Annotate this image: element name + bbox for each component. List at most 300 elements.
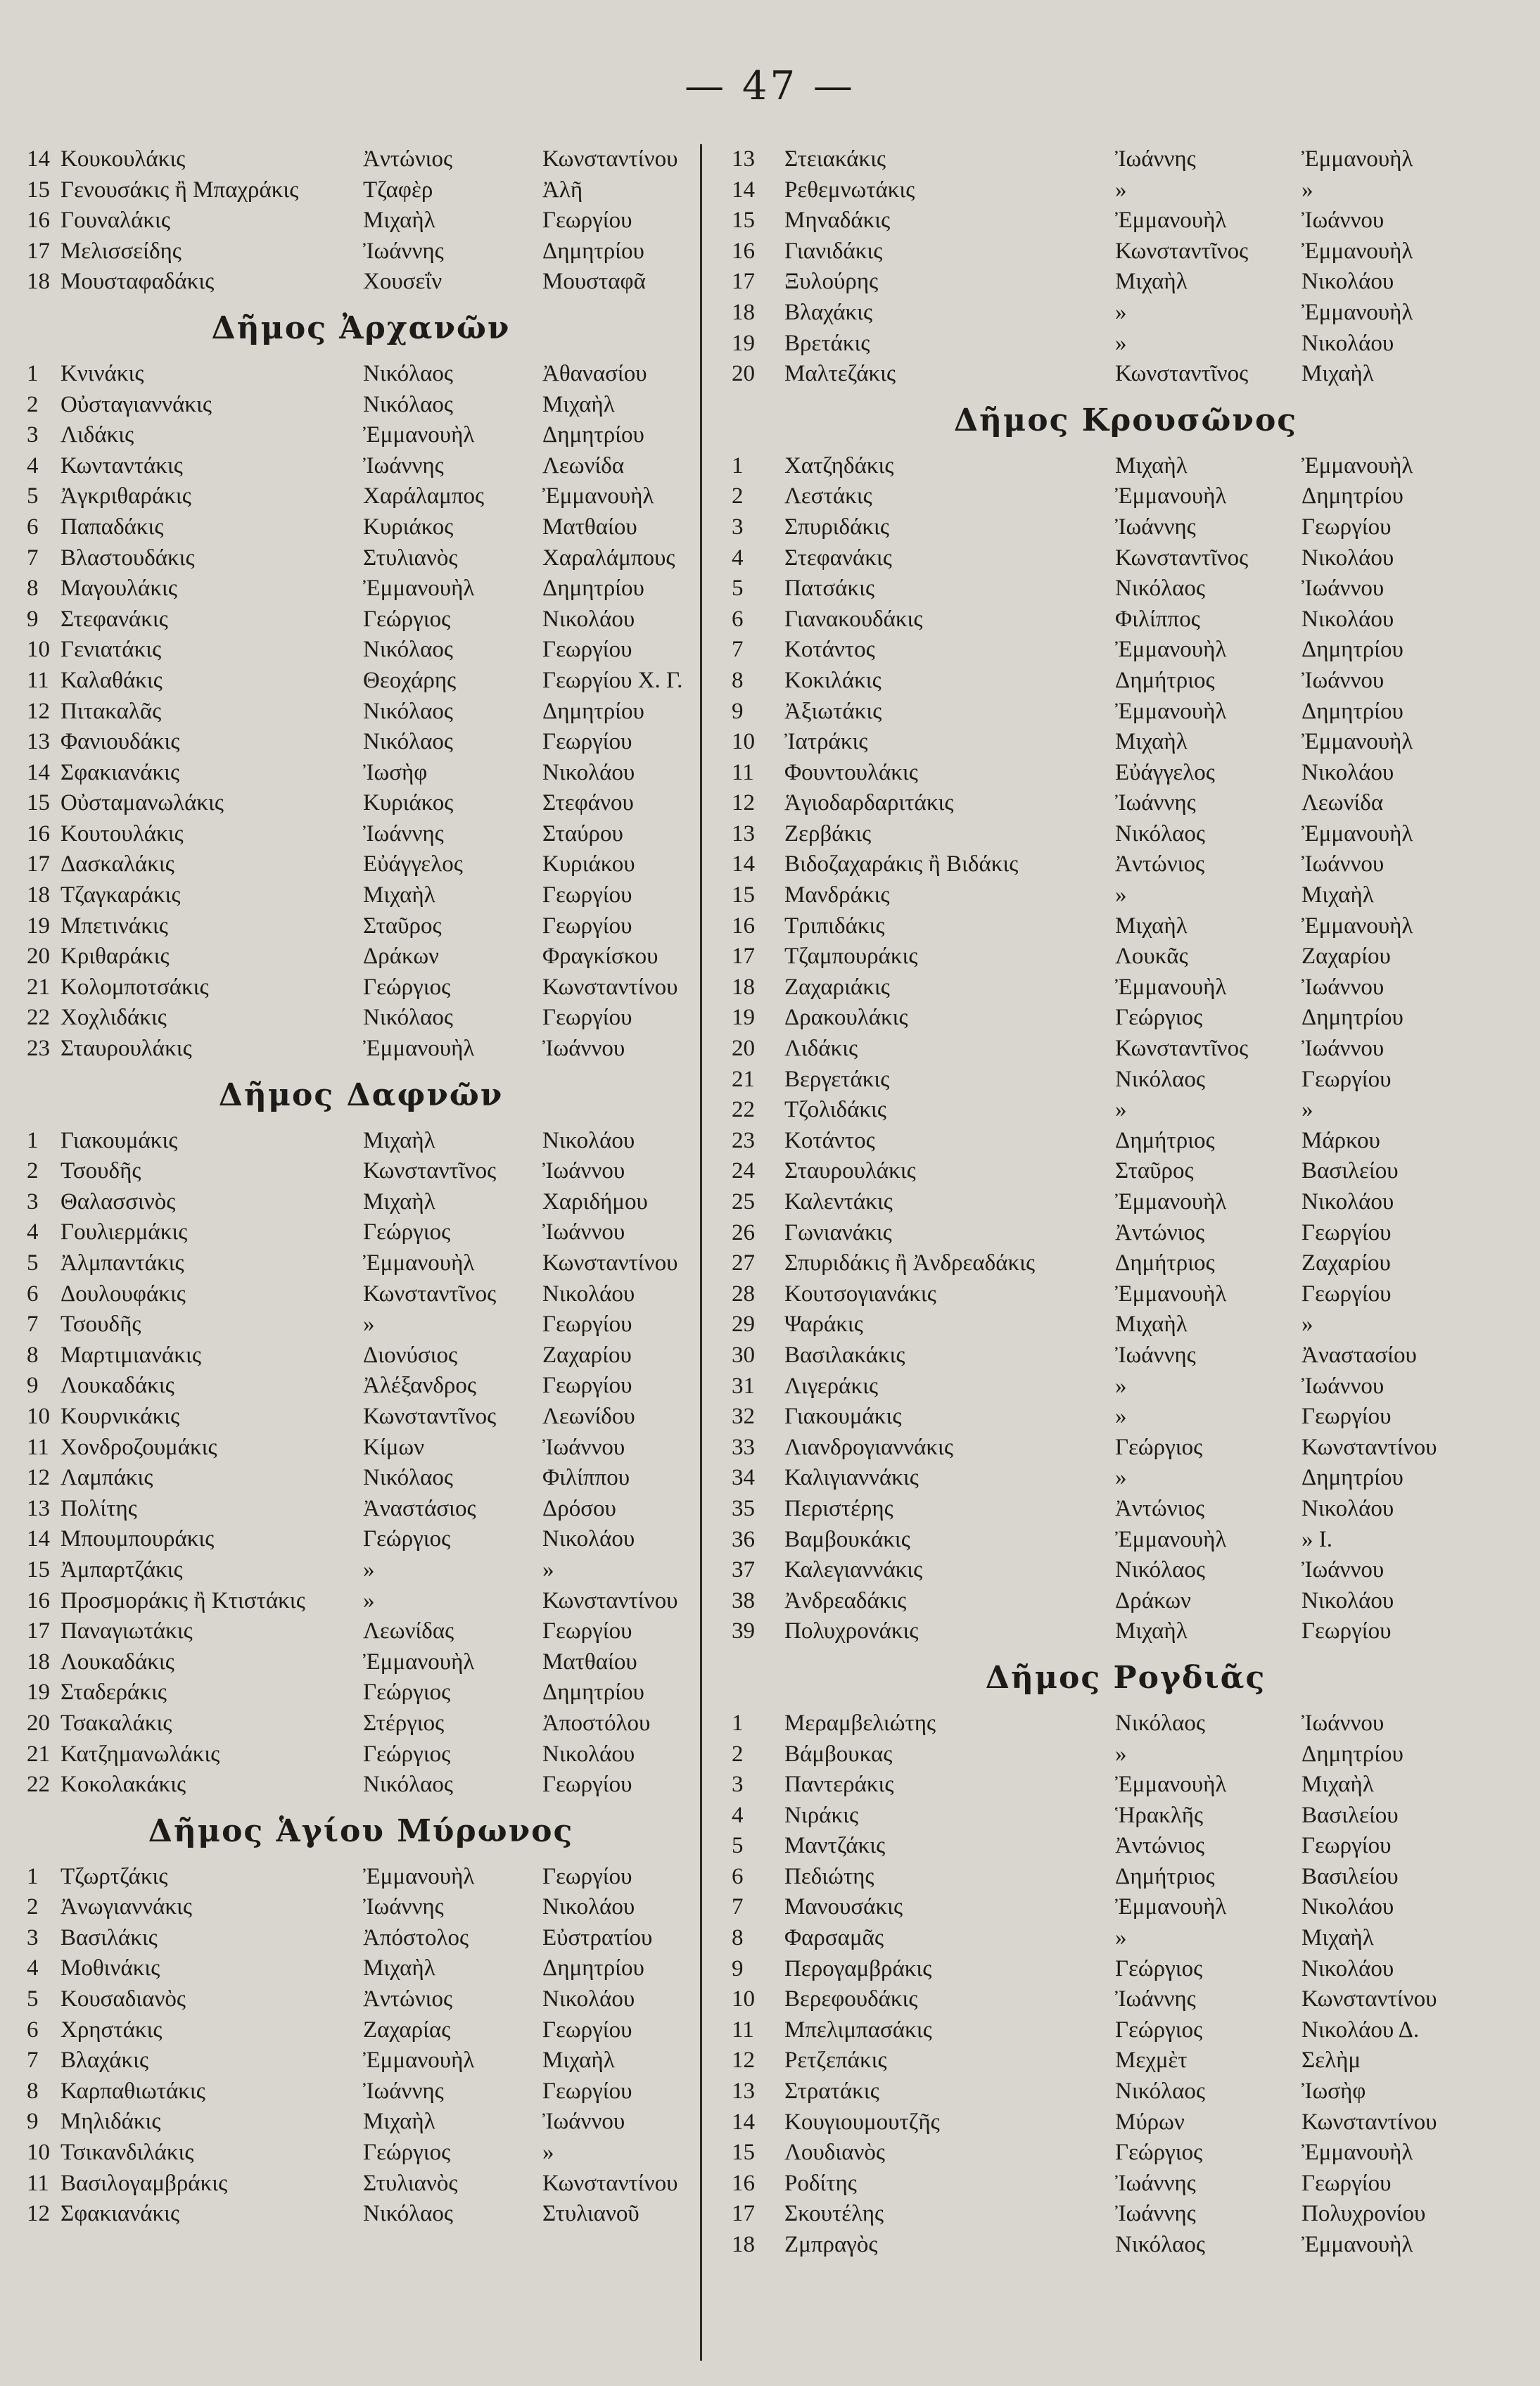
- entry-number: 7: [732, 637, 744, 663]
- first-name: Ἐμμανουὴλ: [1115, 1281, 1227, 1307]
- entry-number: 15: [732, 2140, 755, 2166]
- first-name: Μιχαὴλ: [1115, 269, 1188, 295]
- list-row: [732, 205, 1520, 236]
- first-name: Στέργιος: [363, 1710, 445, 1736]
- surname: Καλαθάκις: [61, 667, 163, 693]
- father-name: Σελὴμ: [1302, 2048, 1361, 2074]
- first-name: Σταῦρος: [1115, 1158, 1194, 1184]
- entry-number: 5: [732, 576, 744, 602]
- surname: Μαγουλάκις: [61, 576, 177, 602]
- entry-number: 2: [732, 483, 744, 509]
- entry-number: 38: [732, 1587, 755, 1613]
- entry-number: 18: [27, 1649, 50, 1675]
- surname: Καρπαθιωτάκις: [61, 2078, 205, 2104]
- father-name: Νικολάου: [1302, 330, 1394, 356]
- list-row: [27, 2107, 695, 2138]
- first-name: »: [363, 1556, 375, 1582]
- list-row: [27, 941, 695, 972]
- surname: Καλεγιαννάκις: [784, 1557, 923, 1583]
- surname: Πεδιώτης: [784, 1863, 874, 1889]
- first-name: Ἐμμανουὴλ: [363, 576, 475, 602]
- father-name: Γεωργίου: [1302, 1219, 1392, 1245]
- surname: Ἀμπαρτζάκις: [61, 1556, 183, 1582]
- first-name: Ἰωάννης: [1115, 2170, 1196, 2196]
- entry-number: 2: [27, 1894, 39, 1920]
- list-row: [27, 420, 695, 451]
- list-row: [27, 481, 695, 512]
- first-name: »: [1115, 330, 1127, 356]
- entry-number: 17: [732, 2201, 755, 2227]
- father-name: Ἀποστόλου: [542, 1710, 651, 1736]
- surname: Βλαστουδάκις: [61, 545, 195, 571]
- father-name: Δημητρίου: [1302, 1005, 1404, 1031]
- surname: Γουναλάκις: [61, 208, 170, 234]
- surname: Κνινάκις: [61, 360, 144, 386]
- list-row: [27, 1677, 695, 1708]
- first-name: Νικόλαος: [1115, 1557, 1205, 1583]
- entry-number: 29: [732, 1312, 755, 1338]
- surname: Γενιατάκις: [61, 637, 162, 663]
- father-name: »: [1302, 1312, 1313, 1338]
- father-name: Νικολάου: [542, 1127, 635, 1153]
- entry-number: 30: [732, 1342, 755, 1368]
- first-name: Ἐμμανουὴλ: [1115, 637, 1227, 663]
- father-name: Μιχαὴλ: [1302, 1772, 1374, 1798]
- list-row: [732, 2199, 1520, 2230]
- surname: Λουδιανὸς: [784, 2140, 885, 2166]
- surname: Ἰατράκις: [784, 729, 868, 755]
- father-name: Ἰωάννου: [1302, 1557, 1385, 1583]
- first-name: Μιχαὴλ: [1115, 913, 1188, 939]
- entry-number: 9: [732, 1955, 744, 1981]
- list-row: [27, 359, 695, 390]
- first-name: Ἰωάννης: [363, 238, 444, 264]
- surname: Κριθαράκις: [61, 944, 170, 970]
- entry-number: 2: [732, 1741, 744, 1767]
- first-name: Μεχμὲτ: [1115, 2048, 1188, 2074]
- list-row: [732, 1525, 1520, 1556]
- father-name: Ἰωάννου: [1302, 1373, 1385, 1399]
- first-name: Ἰωάννης: [1115, 1986, 1196, 2012]
- first-name: Νικόλαος: [1115, 2232, 1205, 2257]
- first-name: Ἐμμανουὴλ: [363, 1036, 475, 1062]
- entry-number: 18: [27, 882, 50, 908]
- surname: Δρακουλάκις: [784, 1005, 908, 1031]
- father-name: Ἀλῆ: [542, 177, 583, 203]
- list-row: [732, 543, 1520, 574]
- entry-number: 12: [732, 790, 755, 816]
- father-name: Ἰωάννου: [1302, 1710, 1385, 1736]
- first-name: Ἰωάννης: [1115, 514, 1196, 540]
- entry-number: 2: [27, 1158, 39, 1184]
- list-row: [27, 604, 695, 635]
- first-name: Εὐάγγελος: [1115, 759, 1215, 785]
- surname: Μοθινάκις: [61, 1955, 160, 1981]
- section-title: Δῆμος Δαφνῶν: [218, 1077, 504, 1113]
- father-name: Νικολάου: [542, 1894, 635, 1920]
- surname: Μπελιμπασάκις: [784, 2017, 932, 2043]
- surname: Πολυχρονάκις: [784, 1618, 919, 1644]
- first-name: Νικόλαος: [1115, 2079, 1205, 2105]
- surname: Βερεφουδάκις: [784, 1986, 918, 2012]
- surname: Χοχλιδάκις: [61, 1005, 167, 1031]
- list-row: [732, 788, 1520, 819]
- entry-number: 4: [27, 452, 39, 478]
- first-name: Νικόλαος: [363, 1005, 453, 1031]
- list-row: [27, 236, 695, 267]
- entry-number: 27: [732, 1250, 755, 1276]
- father-name: Γεωργίου: [542, 729, 632, 755]
- surname: Γωνιανάκις: [784, 1219, 892, 1245]
- first-name: Μιχαὴλ: [1115, 1312, 1188, 1338]
- first-name: »: [1115, 1925, 1127, 1951]
- entry-number: 15: [27, 177, 50, 203]
- list-row: [27, 2076, 695, 2107]
- father-name: Νικολάου: [1302, 1587, 1394, 1613]
- father-name: Πολυχρονίου: [1302, 2201, 1426, 2227]
- first-name: Ἀλέξανδρος: [363, 1373, 476, 1399]
- first-name: Στυλιανὸς: [363, 545, 458, 571]
- surname: Περογαμβράκις: [784, 1955, 932, 1981]
- entry-number: 13: [732, 146, 755, 172]
- surname: Τσουδῆς: [61, 1158, 141, 1184]
- first-name: Χαράλαμπος: [363, 483, 485, 509]
- entry-number: 4: [27, 1219, 39, 1245]
- surname: Δουλουφάκις: [61, 1281, 186, 1307]
- list-row: [732, 1371, 1520, 1402]
- father-name: Βασιλείου: [1302, 1158, 1399, 1184]
- list-row: [732, 298, 1520, 329]
- list-row: [732, 481, 1520, 512]
- entry-number: 1: [732, 452, 744, 478]
- father-name: Εὐστρατίου: [542, 1924, 653, 1950]
- list-row: [27, 144, 695, 175]
- father-name: Γεωργίου: [542, 208, 632, 234]
- surname: Κοτάντος: [784, 637, 875, 663]
- list-row: [27, 788, 695, 819]
- entry-number: 14: [27, 1526, 50, 1552]
- entry-number: 6: [27, 2017, 39, 2043]
- father-name: Κωνσταντίνου: [542, 974, 678, 1000]
- surname: Ἀγκριθαράκις: [61, 483, 191, 509]
- surname: Κολομποτσάκις: [61, 974, 209, 1000]
- entry-number: 19: [27, 1680, 50, 1706]
- surname: Λαμπάκις: [61, 1465, 153, 1491]
- surname: Λιανδρογιαννάκις: [784, 1434, 953, 1460]
- list-row: [27, 2045, 695, 2076]
- surname: Τζαγκαράκις: [61, 882, 181, 908]
- father-name: Νικολάου: [542, 1986, 635, 2012]
- surname: Βεργετάκις: [784, 1066, 890, 1092]
- father-name: Λεωνίδα: [1302, 790, 1384, 816]
- list-row: [732, 1279, 1520, 1310]
- surname: Μανδράκις: [784, 882, 890, 908]
- list-row: [27, 1708, 695, 1739]
- entry-number: 4: [732, 1802, 744, 1828]
- father-name: Μιχαὴλ: [1302, 882, 1374, 908]
- entry-number: 15: [732, 882, 755, 908]
- list-row: [732, 2138, 1520, 2169]
- father-name: Γεωργίου: [542, 1618, 632, 1644]
- entry-number: 10: [732, 1986, 755, 2012]
- surname: Τριπιδάκις: [784, 913, 885, 939]
- father-name: Δρόσου: [542, 1495, 616, 1521]
- surname: Κωνταντάκις: [61, 452, 183, 478]
- list-row: [27, 1003, 695, 1034]
- first-name: Μιχαὴλ: [363, 208, 435, 234]
- entry-number: 3: [732, 1772, 744, 1798]
- father-name: Νικολάου: [542, 759, 635, 785]
- column-divider: [700, 144, 702, 2361]
- father-name: Ἰωάννου: [542, 1158, 625, 1184]
- entry-number: 20: [732, 1036, 755, 1062]
- first-name: Μιχαὴλ: [363, 1955, 435, 1981]
- surname: Προσμοράκις ἢ Κτιστάκις: [61, 1587, 305, 1613]
- father-name: Ἰωάννου: [1302, 576, 1385, 602]
- section-title: Δῆμος Κρουσῶνος: [953, 402, 1298, 438]
- entry-number: 26: [732, 1219, 755, 1245]
- list-row: [27, 512, 695, 543]
- list-row: [27, 2199, 695, 2230]
- father-name: Φιλίππου: [542, 1465, 630, 1491]
- father-name: Νικολάου: [1302, 606, 1394, 632]
- father-name: Ἐμμανουὴλ: [1302, 238, 1413, 264]
- father-name: Ἰωάννου: [542, 1036, 625, 1062]
- list-row: [27, 1340, 695, 1371]
- entry-number: 18: [27, 269, 50, 295]
- entry-number: 8: [27, 2078, 39, 2104]
- list-row: [732, 144, 1520, 175]
- list-row: [27, 727, 695, 758]
- first-name: Νικόλαος: [1115, 820, 1205, 846]
- first-name: »: [1115, 1465, 1127, 1491]
- entry-number: 14: [732, 177, 755, 203]
- father-name: Ἰωάννου: [1302, 208, 1385, 234]
- first-name: Γεώργιος: [1115, 2017, 1203, 2043]
- surname: Σταδεράκις: [61, 1680, 167, 1706]
- first-name: Ἰωάννης: [1115, 2201, 1196, 2227]
- entry-number: 21: [27, 974, 50, 1000]
- first-name: »: [1115, 1097, 1127, 1123]
- first-name: Κωνσταντῖνος: [363, 1158, 497, 1184]
- first-name: Στυλιανὸς: [363, 2170, 458, 2196]
- surname: Σκουτέλης: [784, 2201, 884, 2227]
- entry-number: 1: [27, 360, 39, 386]
- list-row: [732, 2169, 1520, 2200]
- entry-number: 7: [732, 1894, 744, 1920]
- father-name: Ἰωάννου: [1302, 974, 1385, 1000]
- father-name: »: [542, 2140, 554, 2166]
- first-name: Ἐμμανουὴλ: [363, 422, 475, 448]
- entry-number: 13: [27, 1495, 50, 1521]
- list-row: [732, 1831, 1520, 1862]
- list-row: [27, 1524, 695, 1555]
- entry-number: 8: [27, 1342, 39, 1368]
- entry-number: 23: [27, 1036, 50, 1062]
- entry-number: 6: [732, 1863, 744, 1889]
- father-name: Ἐμμανουὴλ: [1302, 729, 1413, 755]
- entry-number: 5: [27, 483, 39, 509]
- father-name: Νικολάου: [542, 1741, 635, 1767]
- father-name: Ἐμμανουὴλ: [1302, 452, 1413, 478]
- surname: Ἀξιωτάκις: [784, 698, 882, 724]
- father-name: Νικολάου Δ.: [1302, 2017, 1420, 2043]
- father-name: Ζαχαρίου: [542, 1342, 632, 1368]
- father-name: Δημητρίου: [542, 1955, 644, 1981]
- entry-number: 22: [27, 1005, 50, 1031]
- surname: Βρετάκις: [784, 330, 870, 356]
- list-row: [732, 2015, 1520, 2046]
- surname: Μανουσάκις: [784, 1894, 903, 1920]
- entry-number: 3: [732, 514, 744, 540]
- surname: Κοκολακάκις: [61, 1772, 186, 1798]
- first-name: Ἰωάννης: [363, 2078, 444, 2104]
- first-name: Ἡρακλῆς: [1115, 1802, 1204, 1828]
- father-name: Χαριδήμου: [542, 1188, 648, 1214]
- surname: Σπυριδάκις ἢ Ἀνδρεαδάκις: [784, 1250, 1036, 1276]
- section-title: Δῆμος Ἀρχανῶν: [211, 310, 511, 346]
- list-row: [732, 1187, 1520, 1218]
- entry-number: 17: [27, 238, 50, 264]
- surname: Μουσταφαδάκις: [61, 269, 215, 295]
- list-row: [732, 604, 1520, 635]
- entry-number: 16: [732, 2170, 755, 2196]
- list-row: [27, 1923, 695, 1954]
- entry-number: 21: [27, 1741, 50, 1767]
- list-row: [732, 941, 1520, 972]
- surname: Ζερβάκις: [784, 820, 872, 846]
- father-name: Νικολάου: [1302, 1189, 1394, 1214]
- entry-number: 5: [732, 1833, 744, 1859]
- surname: Στειακάκις: [784, 146, 886, 172]
- surname: Λιγεράκις: [784, 1373, 879, 1399]
- surname: Μεραμβελιώτης: [784, 1710, 936, 1736]
- surname: Ἀνωγιαννάκις: [61, 1894, 192, 1920]
- father-name: Νικολάου: [542, 1526, 635, 1552]
- list-row: [27, 1739, 695, 1770]
- list-row: [27, 1309, 695, 1340]
- father-name: Μιχαὴλ: [542, 391, 615, 417]
- surname: Μηναδάκις: [784, 208, 891, 234]
- first-name: Ἀντώνιος: [1115, 1219, 1205, 1245]
- surname: Βασιλάκις: [61, 1924, 158, 1950]
- entry-number: 4: [27, 1955, 39, 1981]
- surname: Κουσαδιανὸς: [61, 1986, 186, 2012]
- first-name: Ἰωάννης: [1115, 1342, 1196, 1368]
- father-name: »: [1302, 177, 1313, 203]
- section-title: Δῆμος Ρογδιᾶς: [985, 1659, 1266, 1696]
- father-name: Γεωργίου: [1302, 1404, 1392, 1430]
- surname: Γιανακουδάκις: [784, 606, 923, 632]
- list-row: [732, 1402, 1520, 1433]
- list-row: [27, 1647, 695, 1678]
- first-name: Ἐμμανουὴλ: [1115, 1526, 1227, 1552]
- father-name: Δημητρίου: [542, 422, 644, 448]
- entry-number: 13: [732, 820, 755, 846]
- first-name: Ἐμμανουὴλ: [1115, 1772, 1227, 1798]
- first-name: Νικόλαος: [363, 1772, 453, 1798]
- first-name: Ἐμμανουὴλ: [1115, 1189, 1227, 1214]
- entry-number: 12: [732, 2048, 755, 2074]
- first-name: Δημήτριος: [1115, 1127, 1215, 1153]
- entry-number: 1: [27, 1127, 39, 1153]
- father-name: Νικολάου: [1302, 269, 1394, 295]
- father-name: Γεωργίου: [542, 2078, 632, 2104]
- first-name: »: [1115, 177, 1127, 203]
- surname: Βαμβουκάκις: [784, 1526, 910, 1552]
- first-name: Γεώργιος: [363, 1680, 451, 1706]
- list-row: [732, 1586, 1520, 1617]
- surname: Στρατάκις: [784, 2079, 879, 2105]
- first-name: Ἐμμανουὴλ: [1115, 483, 1227, 509]
- first-name: Ἐμμανουὴλ: [1115, 1894, 1227, 1920]
- father-name: Ἐμμανουὴλ: [1302, 820, 1413, 846]
- surname: Γουλιερμάκις: [61, 1219, 188, 1245]
- surname: Σπυριδάκις: [784, 514, 889, 540]
- father-name: Γεωργίου: [542, 1863, 632, 1889]
- surname: Καλεντάκις: [784, 1189, 893, 1214]
- first-name: Ἀναστάσιος: [363, 1495, 476, 1521]
- father-name: Δημητρίου: [542, 1680, 644, 1706]
- first-name: Νικόλαος: [363, 729, 453, 755]
- surname: Ἁγιοδαρδαριτάκις: [784, 790, 954, 816]
- first-name: Νικόλαος: [363, 698, 453, 724]
- list-row: [732, 1003, 1520, 1034]
- list-row: [27, 1156, 695, 1187]
- father-name: Γεωργίου: [542, 1373, 632, 1399]
- entry-number: 21: [732, 1066, 755, 1092]
- surname: Καλιγιαννάκις: [784, 1465, 919, 1491]
- father-name: Ἰωάννου: [542, 2109, 625, 2135]
- list-row: [732, 1463, 1520, 1494]
- list-row: [27, 1279, 695, 1310]
- surname: Ζαχαριάκις: [784, 974, 890, 1000]
- list-row: [27, 175, 695, 206]
- entry-number: 24: [732, 1158, 755, 1184]
- entry-number: 6: [27, 1281, 39, 1307]
- list-row: [732, 267, 1520, 298]
- first-name: Νικόλαος: [363, 360, 453, 386]
- first-name: Γεώργιος: [363, 1526, 451, 1552]
- surname: Κουτσογιανάκις: [784, 1281, 936, 1307]
- first-name: Ἰωάννης: [1115, 146, 1196, 172]
- surname: Μαλτεζάκις: [784, 361, 896, 387]
- first-name: Δράκων: [363, 944, 439, 970]
- first-name: Νικόλαος: [363, 637, 453, 663]
- surname: Σφακιανάκις: [61, 759, 180, 785]
- entry-number: 14: [732, 2109, 755, 2135]
- first-name: Δημήτριος: [1115, 1863, 1215, 1889]
- surname: Τσακαλάκις: [61, 1710, 172, 1736]
- list-row: [732, 1126, 1520, 1157]
- entry-number: 20: [732, 361, 755, 387]
- entry-number: 3: [27, 1188, 39, 1214]
- first-name: Ἐμμανουὴλ: [1115, 698, 1227, 724]
- surname: Ζμπραγὸς: [784, 2232, 878, 2257]
- first-name: Γεώργιος: [363, 1741, 451, 1767]
- entry-number: 19: [732, 1005, 755, 1031]
- entry-number: 17: [27, 851, 50, 877]
- surname: Κουτουλάκις: [61, 820, 184, 846]
- first-name: »: [363, 1587, 375, 1613]
- list-row: [27, 911, 695, 942]
- list-row: [732, 1770, 1520, 1801]
- entry-number: 14: [27, 759, 50, 785]
- surname: Γιακουμάκις: [784, 1404, 902, 1430]
- father-name: Βασιλείου: [1302, 1863, 1399, 1889]
- list-row: [27, 697, 695, 728]
- entry-number: 6: [27, 514, 39, 540]
